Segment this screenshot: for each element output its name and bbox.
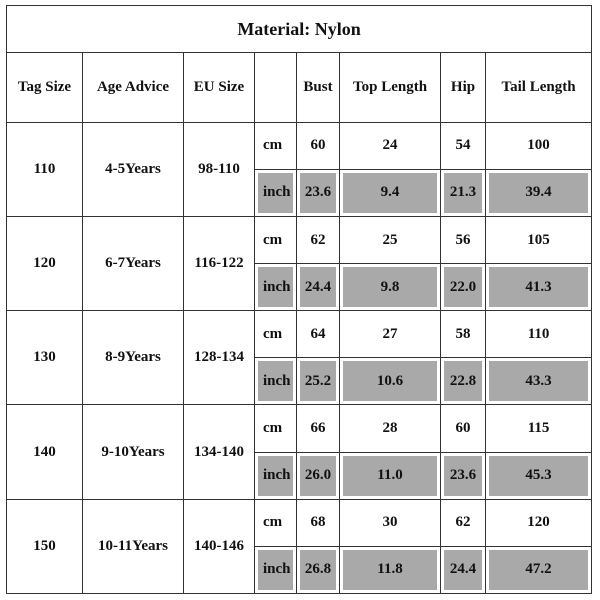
top-length-inch-cell: 9.8	[340, 264, 441, 311]
hip-inch-cell: 22.8	[441, 358, 486, 405]
size-table	[6, 5, 592, 594]
table-row	[7, 311, 592, 358]
unit-cell-cm: cm	[255, 311, 297, 358]
header-hip: Hip	[441, 53, 486, 123]
bust-inch-cell: 26.0	[297, 452, 340, 499]
unit-cell-inch: inch	[255, 358, 297, 405]
eu-size-cell: 116-122	[184, 216, 255, 310]
unit-cell-cm: cm	[255, 122, 297, 169]
age-advice-cell: 6-7Years	[83, 216, 184, 310]
bust-cm-cell: 62	[297, 216, 340, 263]
eu-size-cell: 98-110	[184, 122, 255, 216]
eu-size-cell: 140-146	[184, 499, 255, 593]
age-advice-cell: 9-10Years	[83, 405, 184, 499]
top-length-cm-cell: 25	[340, 216, 441, 263]
bust-cm-cell: 60	[297, 122, 340, 169]
tag-size-cell: 140	[7, 405, 83, 499]
tail-length-cm-cell: 120	[486, 499, 592, 546]
tag-size-cell: 110	[7, 122, 83, 216]
tail-length-cm-cell: 105	[486, 216, 592, 263]
hip-inch-cell: 23.6	[441, 452, 486, 499]
header-tail-length: Tail Length	[486, 53, 592, 123]
tail-length-inch-cell: 41.3	[486, 264, 592, 311]
hip-cm-cell: 60	[441, 405, 486, 452]
hip-cm-cell: 54	[441, 122, 486, 169]
header-top-length: Top Length	[340, 53, 441, 123]
tail-length-cm-cell: 115	[486, 405, 592, 452]
bust-inch-cell: 26.8	[297, 546, 340, 593]
tail-length-inch-cell: 47.2	[486, 546, 592, 593]
tail-length-inch-cell: 39.4	[486, 169, 592, 216]
top-length-cm-cell: 30	[340, 499, 441, 546]
bust-inch-cell: 23.6	[297, 169, 340, 216]
header-tag-size: Tag Size	[7, 53, 83, 123]
unit-cell-inch: inch	[255, 452, 297, 499]
bust-cm-cell: 68	[297, 499, 340, 546]
table-row	[7, 499, 592, 546]
top-length-inch-cell: 9.4	[340, 169, 441, 216]
hip-cm-cell: 56	[441, 216, 486, 263]
top-length-cm-cell: 24	[340, 122, 441, 169]
table-row	[7, 122, 592, 169]
hip-inch-cell: 21.3	[441, 169, 486, 216]
tag-size-cell: 150	[7, 499, 83, 593]
hip-cm-cell: 58	[441, 311, 486, 358]
age-advice-cell: 8-9Years	[83, 311, 184, 405]
header-bust: Bust	[297, 53, 340, 123]
unit-cell-inch: inch	[255, 169, 297, 216]
bust-inch-cell: 24.4	[297, 264, 340, 311]
title-row	[7, 6, 592, 53]
top-length-inch-cell: 10.6	[340, 358, 441, 405]
bust-inch-cell: 25.2	[297, 358, 340, 405]
tail-length-cm-cell: 100	[486, 122, 592, 169]
top-length-cm-cell: 27	[340, 311, 441, 358]
header-age-advice: Age Advice	[83, 53, 184, 123]
tail-length-inch-cell: 43.3	[486, 358, 592, 405]
header-unit	[255, 53, 297, 123]
unit-cell-inch: inch	[255, 264, 297, 311]
tail-length-inch-cell: 45.3	[486, 452, 592, 499]
tail-length-cm-cell: 110	[486, 311, 592, 358]
size-chart	[6, 5, 591, 594]
tag-size-cell: 120	[7, 216, 83, 310]
bust-cm-cell: 66	[297, 405, 340, 452]
age-advice-cell: 4-5Years	[83, 122, 184, 216]
eu-size-cell: 134-140	[184, 405, 255, 499]
age-advice-cell: 10-11Years	[83, 499, 184, 593]
bust-cm-cell: 64	[297, 311, 340, 358]
eu-size-cell: 128-134	[184, 311, 255, 405]
table-row	[7, 405, 592, 452]
header-row	[7, 53, 592, 123]
tag-size-cell: 130	[7, 311, 83, 405]
hip-inch-cell: 22.0	[441, 264, 486, 311]
top-length-inch-cell: 11.0	[340, 452, 441, 499]
unit-cell-cm: cm	[255, 216, 297, 263]
top-length-inch-cell: 11.8	[340, 546, 441, 593]
hip-inch-cell: 24.4	[441, 546, 486, 593]
unit-cell-cm: cm	[255, 499, 297, 546]
top-length-cm-cell: 28	[340, 405, 441, 452]
unit-cell-cm: cm	[255, 405, 297, 452]
header-eu-size: EU Size	[184, 53, 255, 123]
table-title: Material: Nylon	[7, 6, 592, 53]
unit-cell-inch: inch	[255, 546, 297, 593]
hip-cm-cell: 62	[441, 499, 486, 546]
table-row	[7, 216, 592, 263]
